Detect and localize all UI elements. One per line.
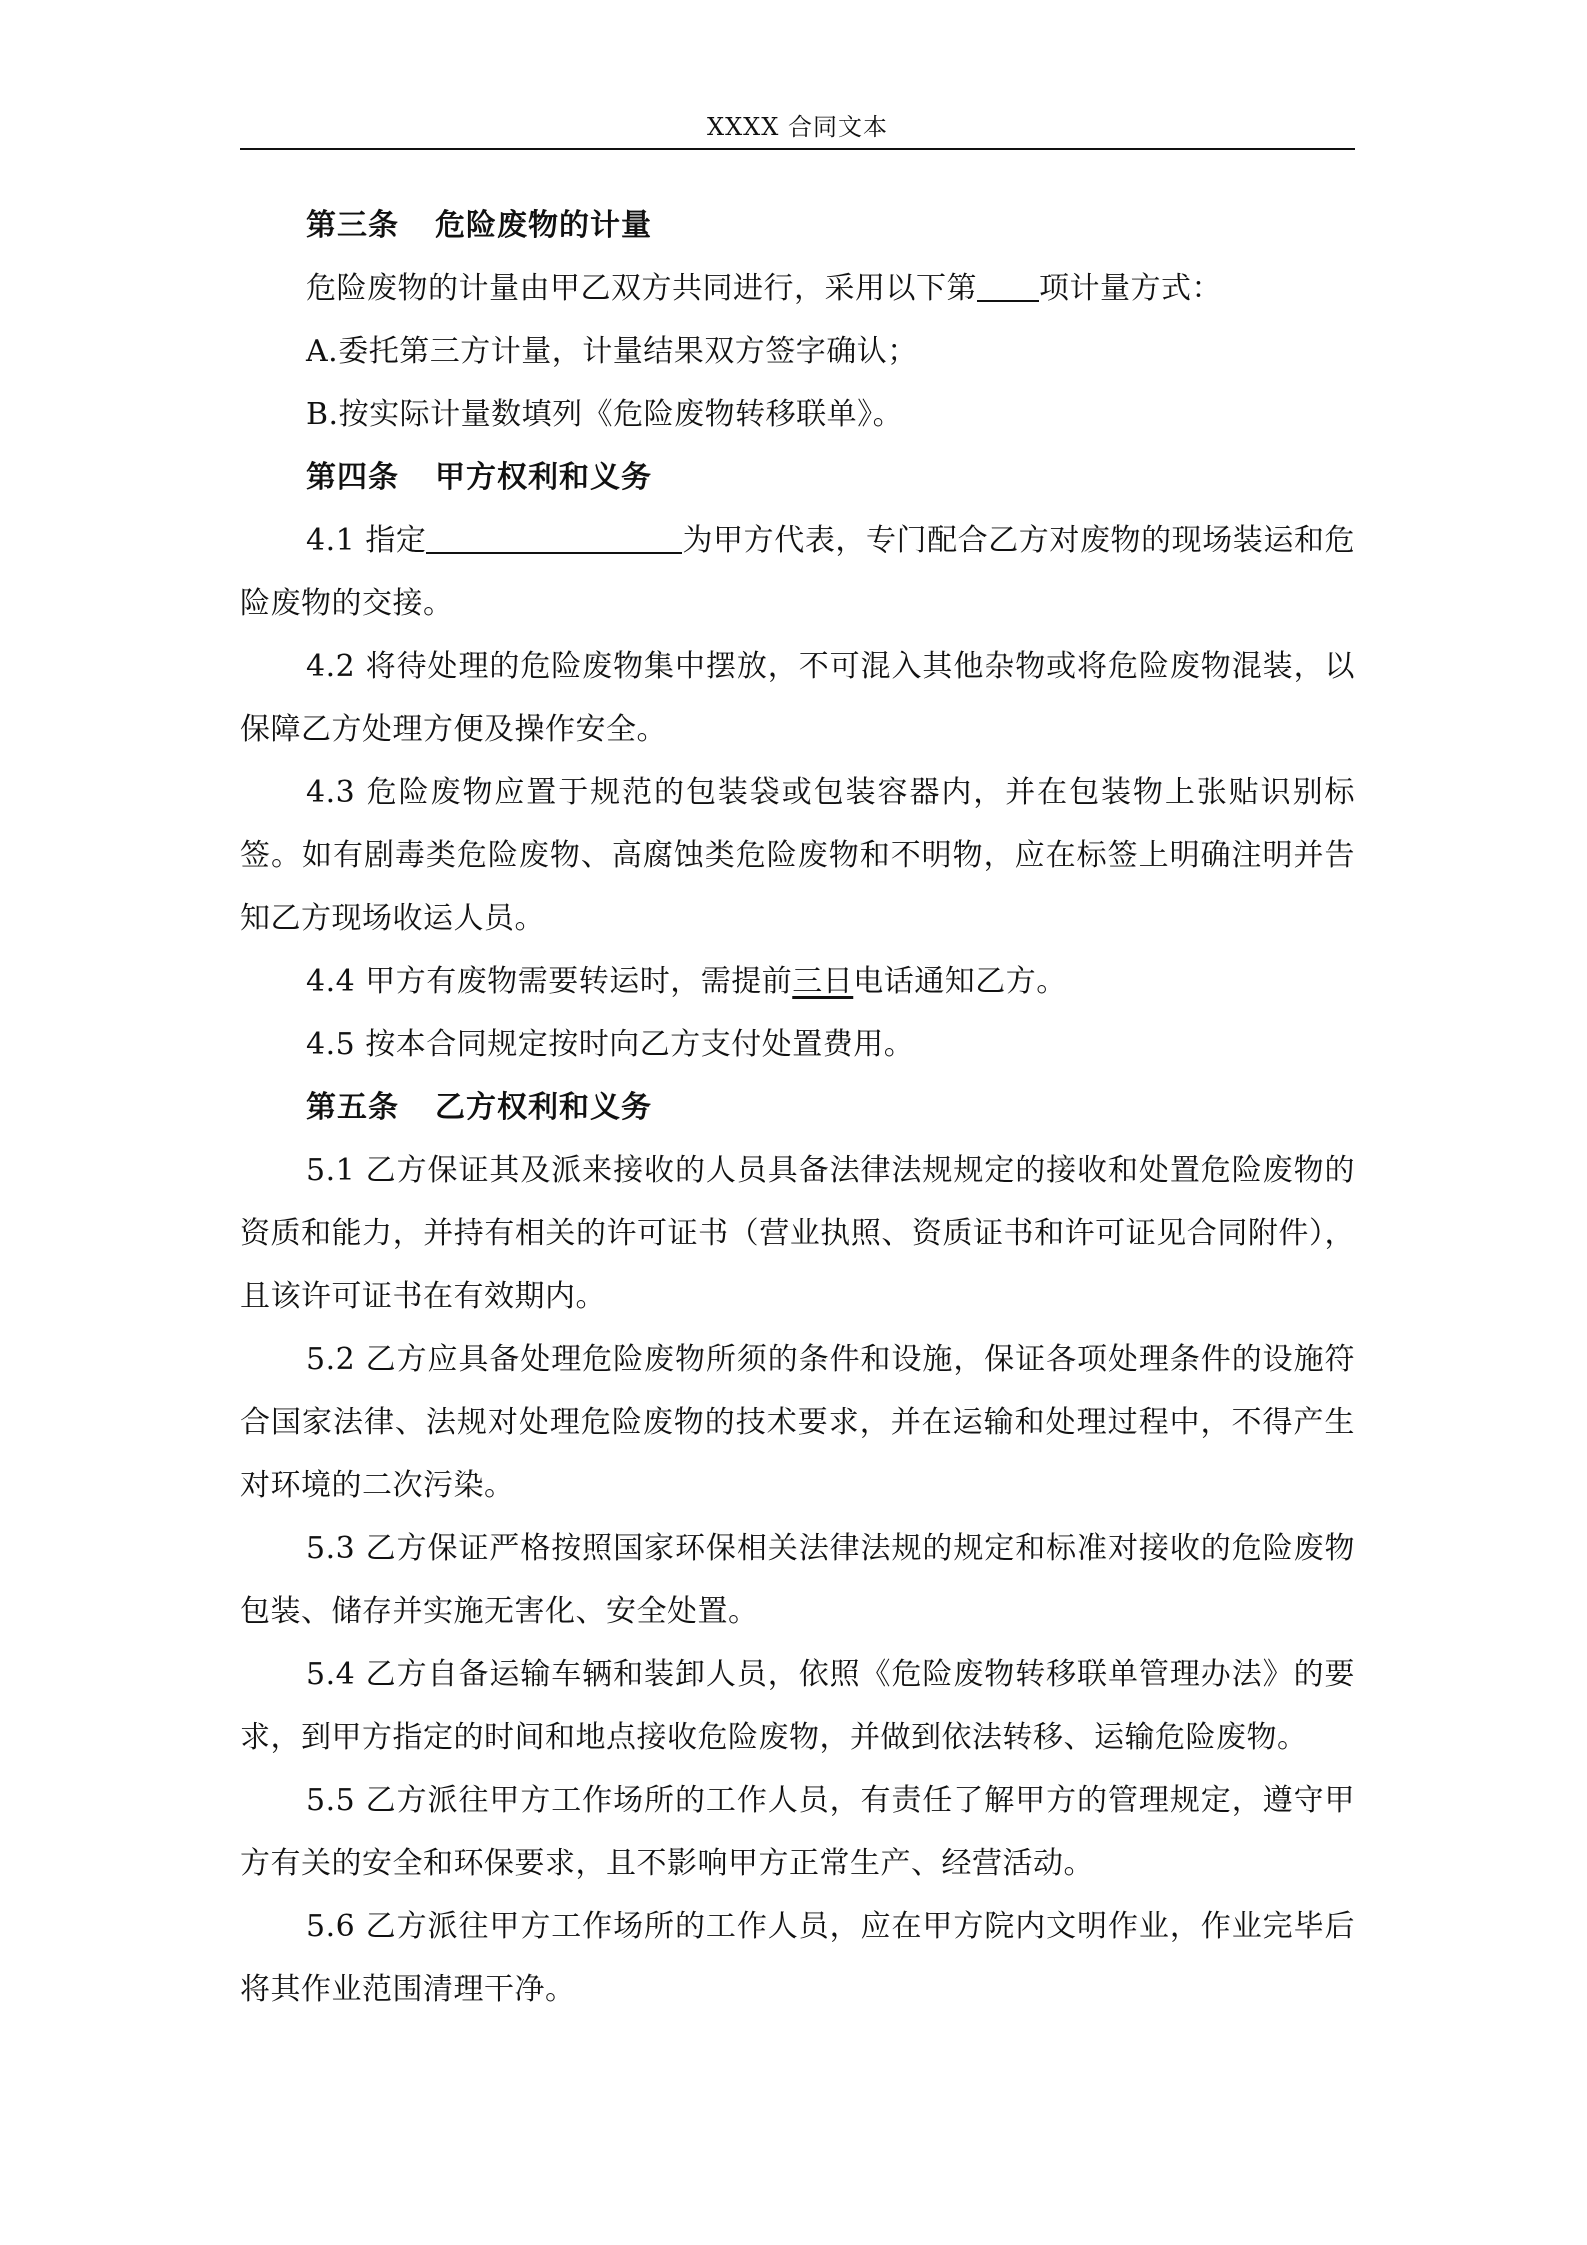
method-blank [977, 266, 1039, 302]
header-title: XXXX 合同文本 [707, 113, 888, 141]
clause-5-1: 5.1 乙方保证其及派来接收的人员具备法律法规规定的接收和处置危险废物的资质和能力，并持有相关的许可证书（营业执照、资质证书和许可证见合同附件），且该许可证书在有效期内。 [240, 1153, 1355, 1314]
article-3-number: 第三条 [306, 208, 399, 243]
option-a: A.委托第三方计量，计量结果双方签字确认； [306, 334, 918, 369]
clause-5-2: 5.2 乙方应具备处理危险废物所须的条件和设施，保证各项处理条件的设施符合国家法律、法规对处理危险废物的技术要求，并在运输和处理过程中，不得产生对环境的二次污染。 [240, 1342, 1355, 1503]
article-4-heading [240, 446, 1355, 509]
clause-4-5: 4.5 按本合同规定按时向乙方支付处置费用。 [306, 1027, 915, 1062]
clause-5-4: 5.4 乙方自备运输车辆和装卸人员，依照《危险废物转移联单管理办法》的要求，到甲方指定的时间和地点接收危险废物，并做到依法转移、运输危险废物。 [240, 1657, 1355, 1755]
option-b: B.按实际计量数填列《危险废物转移联单》。 [306, 397, 904, 432]
page-header [240, 110, 1355, 150]
document-body [240, 194, 1355, 2021]
clause-5-3: 5.3 乙方保证严格按照国家环保相关法律法规的规定和标准对接收的危险废物包装、储存并实施无害化、安全处置。 [240, 1531, 1355, 1629]
clause-4-1-text: 4.1 指定 [306, 523, 427, 558]
article-5-number: 第五条 [306, 1090, 399, 1125]
clause-4-4-text-end: 电话通知乙方。 [853, 964, 1067, 999]
article-3-intro [240, 257, 1355, 320]
article-3-intro-text: 危险废物的计量由甲乙双方共同进行，采用以下第 [306, 271, 977, 306]
clause-5-6: 5.6 乙方派往甲方工作场所的工作人员，应在甲方院内文明作业，作业完毕后将其作业范围清理干净。 [240, 1909, 1355, 2007]
article-3-intro-text-end: 项计量方式： [1039, 271, 1222, 306]
clause-4-2: 4.2 将待处理的危险废物集中摆放，不可混入其他杂物或将危险废物混装，以保障乙方处理方便及操作安全。 [240, 649, 1355, 747]
article-5-title: 乙方权利和义务 [435, 1090, 652, 1125]
header-divider [240, 148, 1355, 150]
article-5-heading [240, 1076, 1355, 1139]
notice-period: 三日 [792, 964, 854, 999]
clause-5-5: 5.5 乙方派往甲方工作场所的工作人员，有责任了解甲方的管理规定，遵守甲方有关的安全和环保要求，且不影响甲方正常生产、经营活动。 [240, 1783, 1355, 1881]
clause-4-3: 4.3 危险废物应置于规范的包装袋或包装容器内，并在包装物上张贴识别标签。如有剧毒类危险废物、高腐蚀类危险废物和不明物，应在标签上明确注明并告知乙方现场收运人员。 [240, 775, 1355, 936]
clause-4-4 [240, 950, 1355, 1013]
article-4-number: 第四条 [306, 460, 399, 495]
clause-4-4-text: 4.4 甲方有废物需要转运时，需提前 [306, 964, 793, 999]
clause-4-1 [240, 509, 1355, 635]
clause-4-1-text-end: 为甲方代表，专门配合乙方对废物的现场装运和危险废物的交接。 [240, 523, 1356, 621]
article-4-title: 甲方权利和义务 [435, 460, 652, 495]
article-3-title: 危险废物的计量 [435, 208, 652, 243]
representative-blank [426, 518, 682, 554]
article-3-heading [240, 194, 1355, 257]
